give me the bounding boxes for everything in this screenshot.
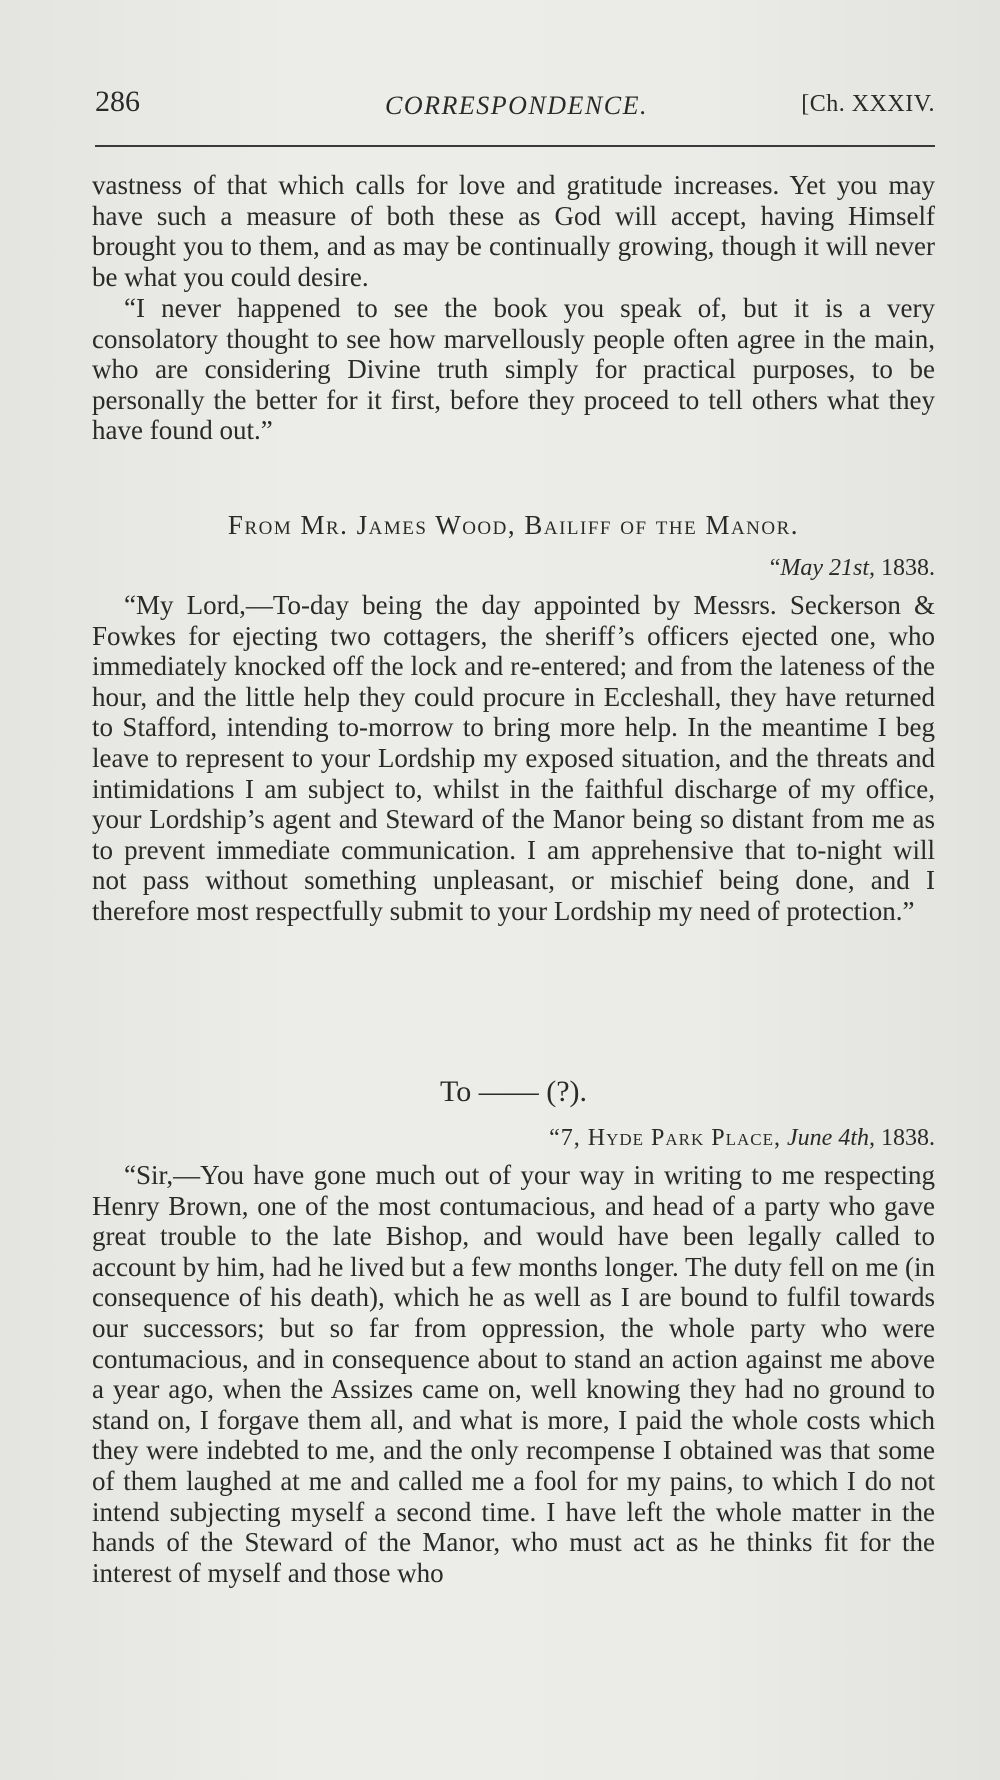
date-address: “7, Hyde Park Place,	[549, 1125, 782, 1151]
header-rule	[95, 145, 935, 147]
letter-date-may	[770, 555, 935, 582]
chapter-reference: [Ch. XXXIV.	[801, 91, 935, 117]
date-day: May 21st,	[780, 555, 875, 581]
letter-heading-james-wood: From Mr. James Wood, Bailiff of the Manor.	[227, 510, 800, 540]
date-year: 1838.	[881, 1125, 935, 1151]
letter-heading-to-unknown: To —— (?).	[439, 1075, 588, 1108]
letter-body-to-unknown: “Sir,—You have gone much out of your way in writing to me respecting Henry Brown, one of the most contumacious, and head of a party who gave great trouble to the late Bishop, and would have been legally called to account by him, had he lived but a few months longer. The duty fell on me (in consequence of his death), which he as well as I are bound to fulfil towards our successors; but so far from oppression, the whole party who were contumacious, and in consequence about to stand an action against me above a year ago, when the Assizes came on, well knowing they had no ground to stand on, I forgave them all, and what is more, I paid the whole costs which they were indebted to me, and the only recompense I obtained was that some of them laughed at me and called me a fool for my pains, to which I do not intend subjecting myself a second time. I have left the whole matter in the hands of the Steward of the Manor, who must act as he thinks fit for the interest of myself and those who	[92, 1160, 935, 1588]
page-number: 286	[95, 85, 140, 118]
date-year: 1838.	[881, 555, 935, 581]
running-title: CORRESPONDENCE.	[385, 91, 648, 120]
paragraph-book-remark: “I never happened to see the book you speak of, but it is a very consolatory thought to see how marvellously people often agree in the main, who are considering Divine truth simply for practical purposes, to be personally the better for it first, before they proceed to tell others what they have found out.”	[92, 293, 935, 446]
date-day: June 4th,	[787, 1125, 875, 1151]
paragraph-continuation: vastness of that which calls for love and gratitude increases. Yet you may have such a measure of both these as God will accept, having Himself brought you to them, and as may be continually growing, though it will never be what you could desire.	[92, 170, 935, 292]
page-header	[95, 85, 935, 125]
letter-body-james-wood: “My Lord,—To-day being the day appointed by Messrs. Seckerson & Fowkes for ejecting two cottagers, the sheriff’s officers ejected one, who immediately knocked off the lock and re-entered; and from the lateness of the hour, and the little help they could procure in Eccleshall, they have returned to Stafford, intending to-morrow to bring more help. In the meantime I beg leave to represent to your Lordship my exposed situation, and the threats and intimidations I am subject to, whilst in the faithful discharge of my office, your Lordship’s agent and Steward of the Manor being so distant from me as to prevent immediate communication. I am apprehensive that to-night will not pass without something unpleasant, or mischief being done, and I therefore most respectfully submit to your Lordship my need of protection.”	[92, 590, 935, 926]
letter-date-june	[549, 1125, 935, 1152]
date-open-quote: “	[769, 555, 781, 581]
